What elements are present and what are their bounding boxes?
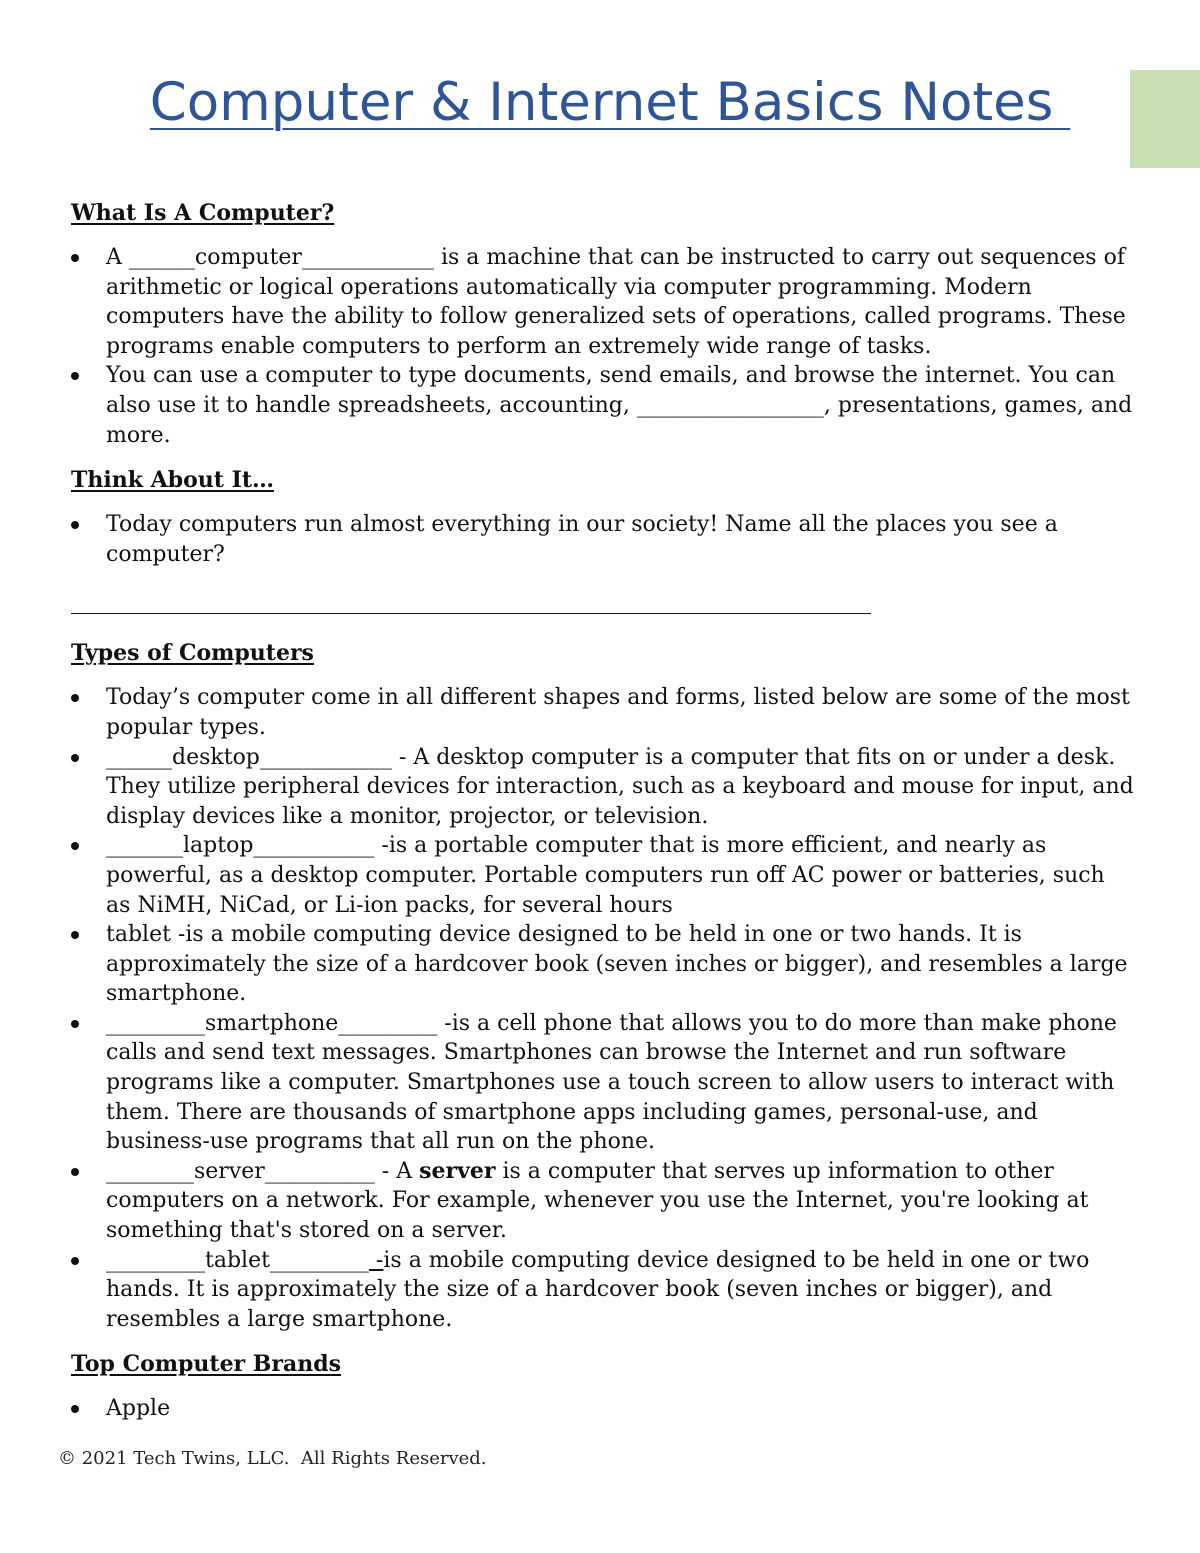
brands-list bbox=[71, 1394, 1136, 1424]
list-item-tablet: tablet -is a mobile computing device designed to be held in one or two hands. It is approximately the size of a hardcover book (seven inches or bigger), and resembles a large smartphone. bbox=[71, 920, 1136, 1009]
copyright-footer: © 2021 Tech Twins, LLC. All Rights Reserved. bbox=[58, 1448, 487, 1469]
heading-types-of-computers: Types of Computers bbox=[71, 640, 314, 667]
fill-blank-answer: _______laptop___________ bbox=[106, 833, 375, 859]
list-item-laptop: _______laptop___________ -is a portable computer that is more efficient, and nearly as powerful, as a desktop computer. Portable computers run off AC power or batteries, such as NiMH, NiCad, or Li-ion packs, for several hours bbox=[71, 831, 1136, 920]
fill-blank-answer: _________smartphone_________ bbox=[106, 1010, 438, 1036]
heading-top-computer-brands: Top Computer Brands bbox=[71, 1351, 342, 1378]
heading-what-is-a-computer: What Is A Computer? bbox=[71, 200, 335, 226]
think-list bbox=[71, 510, 1136, 569]
list-item-tablet-2: _________tablet_________ -is a mobile computing device designed to be held in one or two hands. It is approximately the size of a hardcover book (seven inches or bigger), and resembles a large smartphone. bbox=[71, 1246, 1136, 1335]
fill-blank-answer: ________server__________ bbox=[106, 1158, 375, 1184]
fill-blank-answer: ______computer____________ bbox=[128, 245, 434, 270]
fill-blank: _________________ bbox=[636, 392, 824, 418]
types-list bbox=[71, 683, 1136, 1334]
list-item: A ______computer____________ is a machine that can be instructed to carry out sequences of arithmetic or logical operations automatically via computer programming. Modern computers have the ability to follow generalized sets of operations, called programs. These programs enable computers to perform an extremely wide range of tasks. bbox=[71, 243, 1136, 361]
answer-line bbox=[71, 607, 871, 614]
list-item-server: ________server__________ - A server is a computer that serves up information to other computers on a network. For example, whenever you use the Internet, you're looking at something that's stored on a server. bbox=[71, 1157, 1136, 1246]
document-body bbox=[71, 196, 1136, 1424]
list-item-brand: Apple bbox=[71, 1394, 1136, 1424]
list-item: You can use a computer to type documents, send emails, and browse the internet. You can also use it to handle spreadsheets, accounting, _________________, presentations, games, and more. bbox=[71, 361, 1136, 450]
page-title: Computer & Internet Basics Notes bbox=[149, 72, 1071, 133]
list-item: Today computers run almost everything in our society! Name all the places you see a computer? bbox=[71, 510, 1136, 569]
list-item-desktop: ______desktop____________ - A desktop computer is a computer that fits on or under a desk. They utilize peripheral devices for interaction, such as a keyboard and mouse for input, and display devices like a monitor, projector, or television. bbox=[71, 743, 1136, 832]
fill-blank-answer: _________tablet_________ bbox=[106, 1247, 369, 1273]
what-list bbox=[71, 243, 1136, 450]
list-item: Today’s computer come in all different shapes and forms, listed below are some of the most popular types. bbox=[71, 683, 1136, 742]
list-item-smartphone: _________smartphone_________ -is a cell phone that allows you to do more than make phone calls and send text messages. Smartphones can browse the Internet and run software programs like a computer. Smartphones use a touch screen to allow users to interact with them. There are thousands of smartphone apps including games, personal-use, and business-use programs that all run on the phone. bbox=[71, 1009, 1136, 1157]
fill-blank-answer: ______desktop____________ bbox=[106, 744, 392, 770]
heading-think-about-it: Think About It… bbox=[71, 467, 275, 494]
